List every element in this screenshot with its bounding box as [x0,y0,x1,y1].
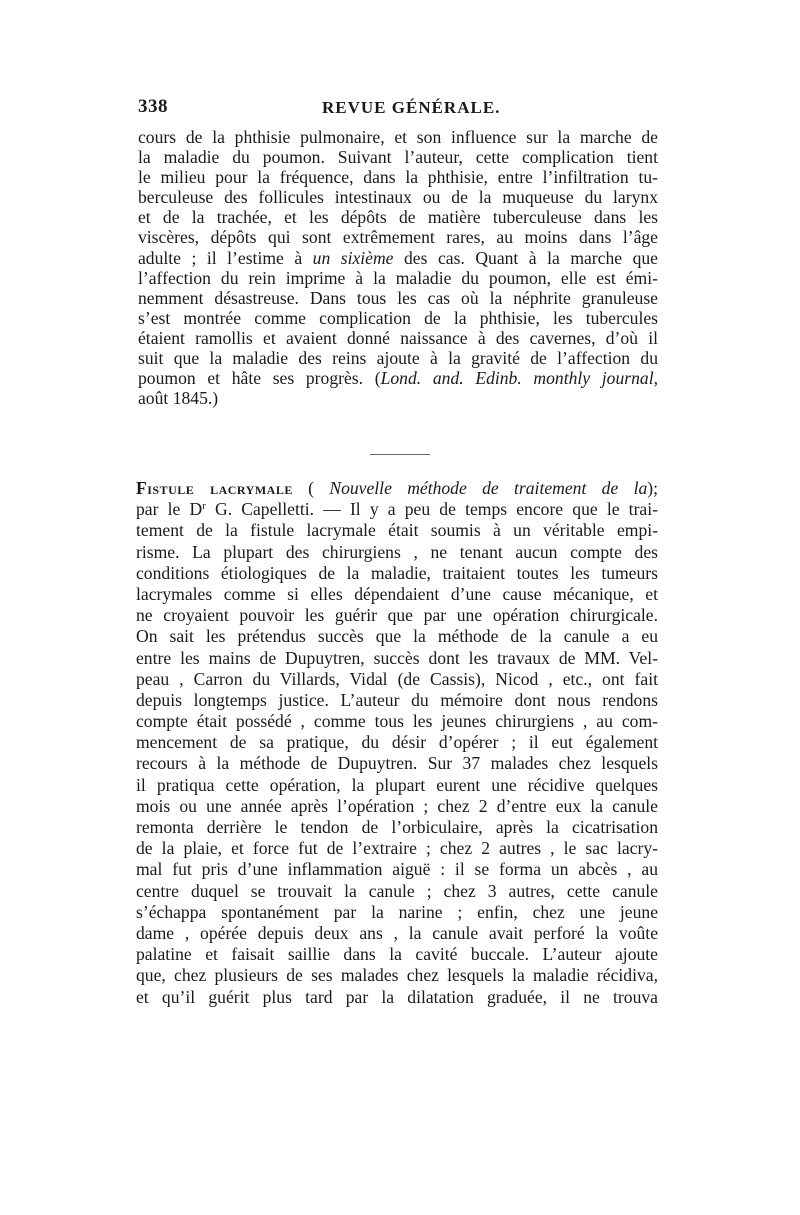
text-line: viscères, dépôts qui sont extrêmement rares, au moins dans l’âge [138,227,658,248]
text-line: mois ou une année après l’opération ; chez 2 d’entre eux la canule [136,795,658,816]
text-line: depuis longtemps justice. L’auteur du mémoire dont nous rendons [136,689,658,710]
text-run: ); [647,478,659,498]
superscript: r [202,500,206,513]
text-line [138,248,658,268]
text-line: et qu’il guérit plus tard par la dilatation graduée, il ne trouva [136,986,658,1007]
text-line: mencement de sa pratique, du désir d’opérer ; il eut également [136,732,658,753]
text-line: palatine et faisait saillie dans la cavité buccale. L’auteur ajoute [136,944,658,965]
byline [136,499,658,520]
text-line: conditions étiologiques de la maladie, traitaient toutes les tumeurs [136,562,658,583]
text-line: étaient ramollis et avaient donné naissance à des cavernes, d’où il [138,327,658,348]
text-line: entre les mains de Dupuytren, succès dont les travaux de MM. Vel- [136,647,658,668]
page-number: 338 [138,96,168,117]
article-subtitle: Nouvelle méthode de traitement de la [329,478,648,498]
text-line: suit que la maladie des reins ajoute à la gravité de l’affection du [138,348,658,369]
text-line: centre duquel se trouvait la canule ; chez 3 autres, cette canule [136,880,658,901]
article-heading [136,478,658,499]
text-line: l’affection du rein imprime à la maladie du poumon, elle est émi- [138,267,658,288]
article-fistule-lacrymale [136,478,658,1008]
text-line [138,368,658,388]
text-line: dame , opérée depuis deux ans , la canule avait perforé la voûte [136,922,658,943]
text-line: peau , Carron du Villards, Vidal (de Cassis), Nicod , etc., ont fait [136,668,658,689]
text-line: risme. La plupart des chirurgiens , ne tenant aucun compte des [136,541,658,562]
text-line: août 1845.) [138,388,219,409]
text-run: adulte ; il l’estime à [138,247,303,268]
text-line: remonta derrière le tendon de l’orbiculaire, après la cicatrisation [136,817,658,837]
text-line: s’est montrée comme complication de la phthisie, les tubercules [138,307,658,328]
text-line: nemment désastreuse. Dans tous les cas où la néphrite granuleuse [138,287,658,308]
text-line: le milieu pour la fréquence, dans la phthisie, entre l’infiltration tu- [138,167,658,188]
article-nephritis-conclusion [138,127,658,408]
journal-citation: Lond. and. Edinb. monthly journal, [380,368,658,389]
running-head [138,96,668,122]
text-run: poumon et hâte ses progrès. ( [138,368,381,389]
text-line: cours de la phthisie pulmonaire, et son influence sur la marche de [138,127,658,147]
text-line: que, chez plusieurs de ses malades chez lesquels la maladie récidiva, [136,965,658,986]
text-run: des cas. Quant à la marche que [404,247,658,268]
text-line: mal fut pris d’une inflammation aiguë : il se forma un abcès , au [136,859,658,880]
italic-phrase: un sixième [312,247,394,268]
text-line: berculeuse des follicules intestinaux ou de la muqueuse du larynx [138,187,658,208]
text-line: tement de la fistule lacrymale était soumis à un véritable empi- [136,520,658,541]
section-divider [370,454,430,455]
text-line: compte était possédé , comme tous les jeunes chirurgiens , au com- [136,711,658,732]
text-line: ne croyaient pouvoir les guérir que par une opération chirurgicale. [136,605,658,626]
text-line: la maladie du poumon. Suivant l’auteur, cette complication tient [138,147,658,168]
text-line: s’échappa spontanément par la narine ; enfin, chez une jeune [136,901,658,922]
text-line: de la plaie, et force fut de l’extraire ; chez 2 autres , le sac lacry- [136,838,658,859]
text-line: recours à la méthode de Dupuytren. Sur 37 malades chez lesquels [136,753,658,774]
running-title: REVUE GÉNÉRALE. [322,98,501,117]
text-run: ( [292,478,330,498]
text-line: On sait les prétendus succès que la méthode de la canule a eu [136,626,658,647]
text-run: par le D [136,499,203,520]
text-line: et de la trachée, et les dépôts de matière tuberculeuse dans les [138,207,658,228]
text-line: lacrymales comme si elles dépendaient d’une cause mécanique, et [136,583,658,604]
article-title: Fistule lacrymale [136,478,293,498]
text-run: G. Capelletti. — Il y a peu de temps encore que le trai- [205,499,658,520]
text-line: il pratiqua cette opération, la plupart eurent une récidive quelques [136,774,658,795]
